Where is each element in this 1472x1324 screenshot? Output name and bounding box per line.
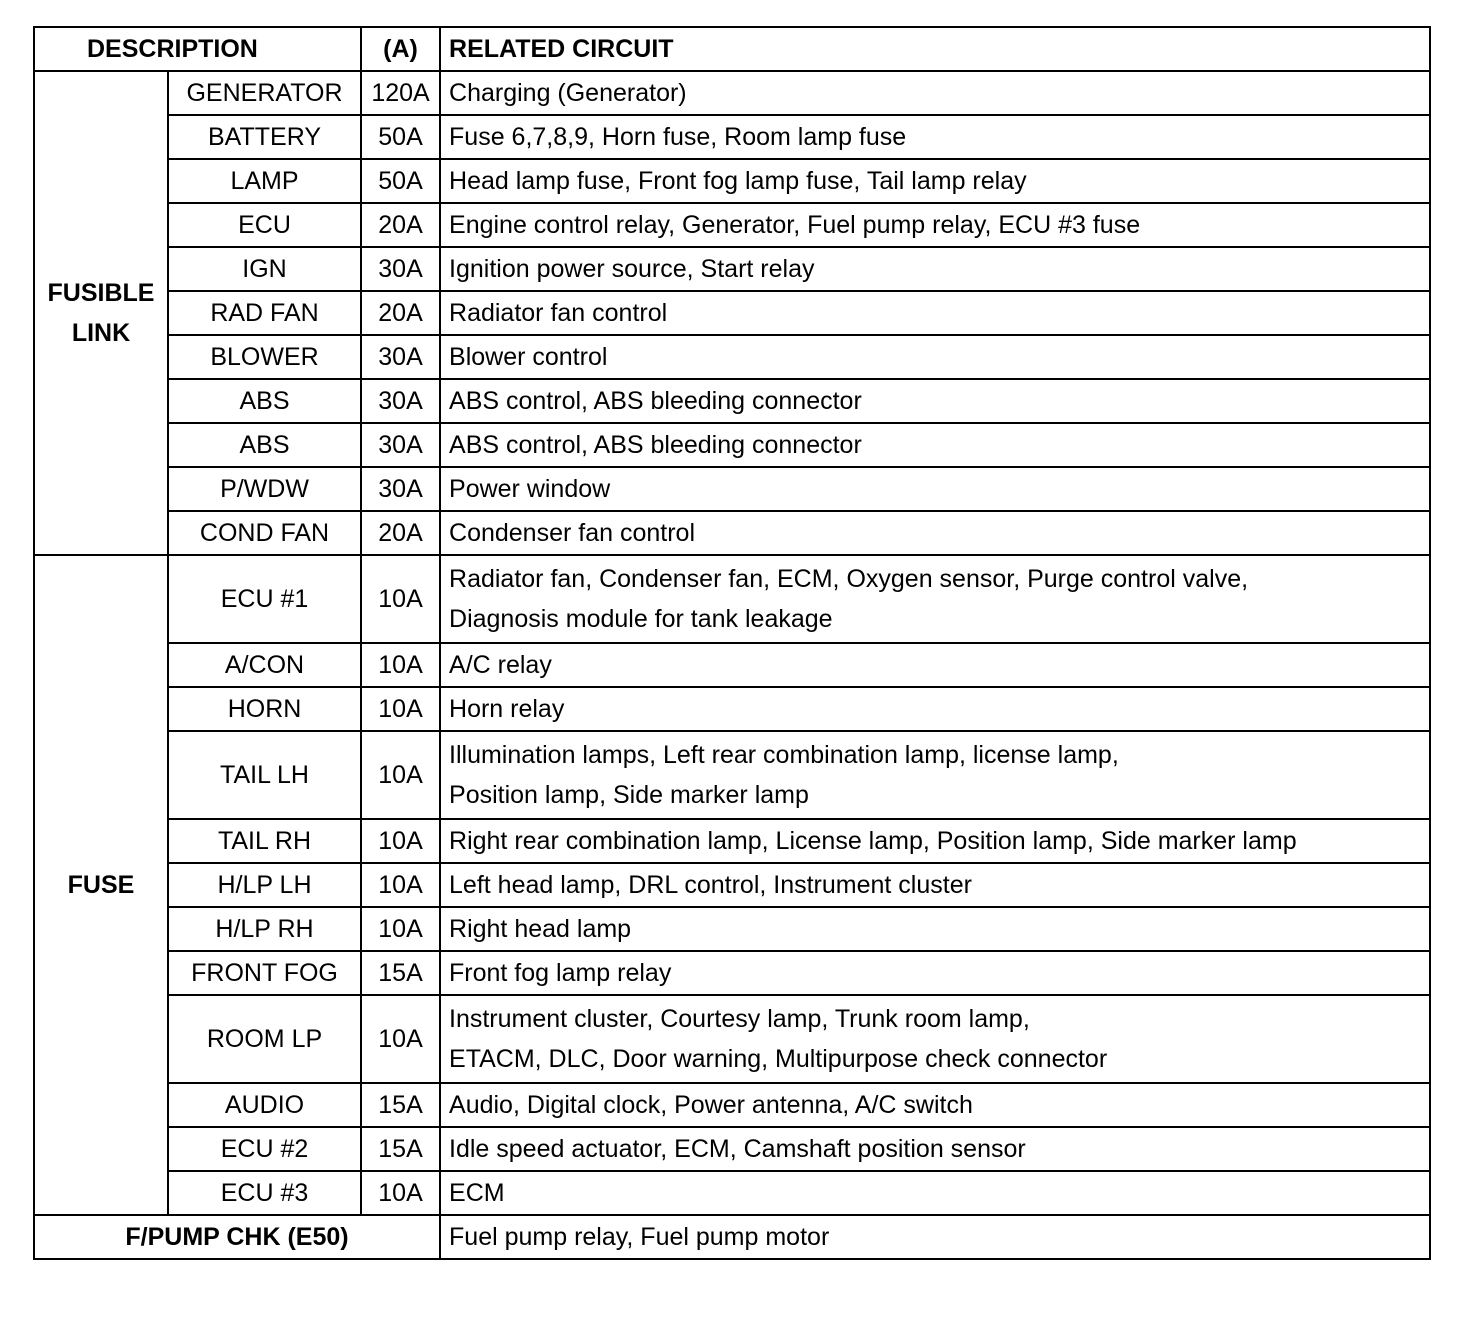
item-amperage: 10A <box>361 1171 440 1215</box>
circuit-line: Power window <box>449 475 611 503</box>
item-related-circuit <box>440 115 1430 159</box>
table-header-row <box>34 27 1430 71</box>
fpump-label: F/PUMP CHK (E50) <box>34 1215 440 1259</box>
table-row <box>34 115 1430 159</box>
item-amperage: 10A <box>361 907 440 951</box>
item-related-circuit <box>440 819 1430 863</box>
item-related-circuit <box>440 863 1430 907</box>
item-related-circuit <box>440 291 1430 335</box>
item-name: ECU #2 <box>168 1127 361 1171</box>
item-amperage: 30A <box>361 335 440 379</box>
item-amperage: 10A <box>361 863 440 907</box>
item-name: H/LP LH <box>168 863 361 907</box>
fusible-link-group-label <box>34 71 168 555</box>
item-related-circuit <box>440 643 1430 687</box>
item-related-circuit <box>440 907 1430 951</box>
table-row <box>34 995 1430 1083</box>
item-amperage: 10A <box>361 731 440 819</box>
item-name: ECU #3 <box>168 1171 361 1215</box>
item-amperage: 50A <box>361 115 440 159</box>
item-name: HORN <box>168 687 361 731</box>
item-related-circuit <box>440 1083 1430 1127</box>
item-name: IGN <box>168 247 361 291</box>
table-row <box>34 1171 1430 1215</box>
circuit-line: Audio, Digital clock, Power antenna, A/C switch <box>449 1091 973 1119</box>
fpump-related-circuit: Fuel pump relay, Fuel pump motor <box>440 1215 1430 1259</box>
table-row <box>34 907 1430 951</box>
item-related-circuit <box>440 159 1430 203</box>
item-related-circuit <box>440 731 1430 819</box>
item-related-circuit <box>440 995 1430 1083</box>
circuit-line: Condenser fan control <box>449 519 695 547</box>
table-row <box>34 555 1430 643</box>
circuit-line: Radiator fan, Condenser fan, ECM, Oxygen sensor, Purge control valve, <box>449 565 1249 593</box>
item-name: TAIL LH <box>168 731 361 819</box>
circuit-line: Front fog lamp relay <box>449 959 672 987</box>
item-name: ABS <box>168 423 361 467</box>
circuit-line: Position lamp, Side marker lamp <box>449 781 809 809</box>
table-row <box>34 203 1430 247</box>
item-name: P/WDW <box>168 467 361 511</box>
item-name: H/LP RH <box>168 907 361 951</box>
table-row <box>34 467 1430 511</box>
item-amperage: 15A <box>361 1127 440 1171</box>
table-row <box>34 731 1430 819</box>
fuse-label-text: FUSE <box>67 871 135 899</box>
item-related-circuit <box>440 379 1430 423</box>
circuit-line: ETACM, DLC, Door warning, Multipurpose check connector <box>449 1045 1108 1073</box>
circuit-line: Head lamp fuse, Front fog lamp fuse, Tail lamp relay <box>449 167 1027 195</box>
item-name: BATTERY <box>168 115 361 159</box>
item-amperage: 10A <box>361 687 440 731</box>
item-related-circuit <box>440 951 1430 995</box>
item-amperage: 10A <box>361 995 440 1083</box>
circuit-line: Idle speed actuator, ECM, Camshaft position sensor <box>449 1135 1026 1163</box>
fusible-link-label-text: LINK <box>71 319 131 347</box>
item-related-circuit <box>440 203 1430 247</box>
circuit-line: Engine control relay, Generator, Fuel pump relay, ECU #3 fuse <box>449 211 1141 239</box>
table-row <box>34 423 1430 467</box>
circuit-line: ABS control, ABS bleeding connector <box>449 387 862 415</box>
table-row <box>34 159 1430 203</box>
circuit-line: Instrument cluster, Courtesy lamp, Trunk room lamp, <box>449 1005 1030 1033</box>
circuit-line: Left head lamp, DRL control, Instrument cluster <box>449 871 972 899</box>
circuit-line: Radiator fan control <box>449 299 668 327</box>
fuse-group-label <box>34 555 168 1215</box>
item-amperage: 30A <box>361 467 440 511</box>
item-amperage: 30A <box>361 379 440 423</box>
circuit-line: Horn relay <box>449 695 565 723</box>
table-row <box>34 335 1430 379</box>
item-amperage: 10A <box>361 555 440 643</box>
item-amperage: 20A <box>361 511 440 555</box>
item-related-circuit <box>440 511 1430 555</box>
item-name: AUDIO <box>168 1083 361 1127</box>
fpump-row <box>34 1215 1430 1259</box>
item-name: RAD FAN <box>168 291 361 335</box>
item-name: ECU #1 <box>168 555 361 643</box>
item-related-circuit <box>440 555 1430 643</box>
table-row <box>34 863 1430 907</box>
item-related-circuit <box>440 423 1430 467</box>
table-row <box>34 379 1430 423</box>
circuit-line: Charging (Generator) <box>449 79 687 107</box>
item-related-circuit <box>440 467 1430 511</box>
item-name: ROOM LP <box>168 995 361 1083</box>
circuit-line: Right head lamp <box>449 915 632 943</box>
fusible-link-label-text: FUSIBLE <box>47 279 155 307</box>
item-related-circuit <box>440 687 1430 731</box>
item-related-circuit <box>440 1127 1430 1171</box>
item-name: GENERATOR <box>168 71 361 115</box>
header-description: DESCRIPTION <box>34 27 361 71</box>
table-row <box>34 1083 1430 1127</box>
circuit-line: Illumination lamps, Left rear combination lamp, license lamp, <box>449 741 1119 769</box>
item-name: A/CON <box>168 643 361 687</box>
item-amperage: 10A <box>361 643 440 687</box>
circuit-line: Blower control <box>449 343 608 371</box>
table-row <box>34 511 1430 555</box>
table-row <box>34 687 1430 731</box>
header-amps: (A) <box>361 27 440 71</box>
circuit-line: ABS control, ABS bleeding connector <box>449 431 862 459</box>
item-amperage: 50A <box>361 159 440 203</box>
circuit-line: A/C relay <box>449 651 552 679</box>
table-row <box>34 291 1430 335</box>
item-amperage: 20A <box>361 291 440 335</box>
item-name: ECU <box>168 203 361 247</box>
item-related-circuit <box>440 335 1430 379</box>
circuit-line: Ignition power source, Start relay <box>449 255 815 283</box>
table-row <box>34 247 1430 291</box>
circuit-line: Right rear combination lamp, License lamp, Position lamp, Side marker lamp <box>449 827 1297 855</box>
item-related-circuit <box>440 247 1430 291</box>
item-amperage: 120A <box>361 71 440 115</box>
item-amperage: 15A <box>361 951 440 995</box>
item-name: BLOWER <box>168 335 361 379</box>
table-row <box>34 1127 1430 1171</box>
circuit-line: ECM <box>449 1179 505 1207</box>
item-name: ABS <box>168 379 361 423</box>
table-row <box>34 71 1430 115</box>
item-name: LAMP <box>168 159 361 203</box>
item-amperage: 15A <box>361 1083 440 1127</box>
fuse-relay-table <box>33 26 1431 1260</box>
item-name: COND FAN <box>168 511 361 555</box>
circuit-line: Diagnosis module for tank leakage <box>449 605 833 633</box>
table-row <box>34 643 1430 687</box>
table-row <box>34 951 1430 995</box>
circuit-line: Fuse 6,7,8,9, Horn fuse, Room lamp fuse <box>449 123 907 151</box>
item-name: FRONT FOG <box>168 951 361 995</box>
item-amperage: 20A <box>361 203 440 247</box>
item-related-circuit <box>440 1171 1430 1215</box>
item-amperage: 30A <box>361 423 440 467</box>
table-row <box>34 819 1430 863</box>
item-name: TAIL RH <box>168 819 361 863</box>
item-amperage: 10A <box>361 819 440 863</box>
item-amperage: 30A <box>361 247 440 291</box>
header-related-circuit: RELATED CIRCUIT <box>440 27 1430 71</box>
item-related-circuit <box>440 71 1430 115</box>
